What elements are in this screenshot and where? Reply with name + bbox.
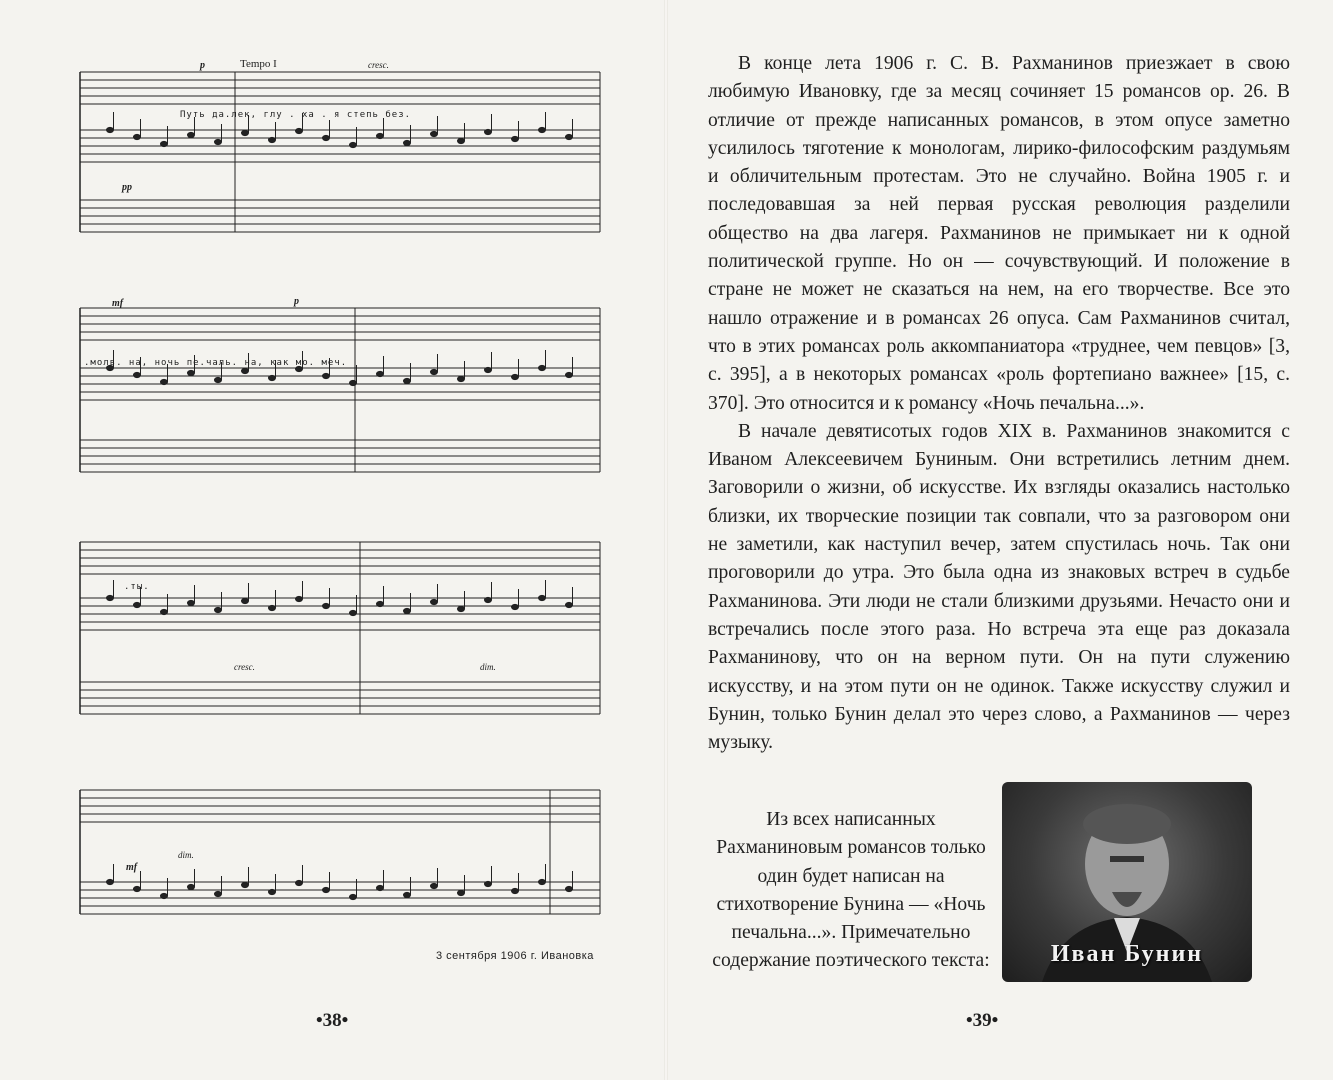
note <box>215 139 222 144</box>
note <box>296 880 303 885</box>
note <box>350 380 357 385</box>
note <box>323 603 330 608</box>
note <box>431 599 438 604</box>
note <box>539 595 546 600</box>
note <box>161 141 168 146</box>
note <box>512 136 519 141</box>
note <box>161 893 168 898</box>
note <box>431 369 438 374</box>
note <box>296 596 303 601</box>
note <box>134 134 141 139</box>
note <box>188 600 195 605</box>
note <box>512 888 519 893</box>
dim-mark: dim. <box>178 850 194 860</box>
note <box>377 371 384 376</box>
dynamic-mf: mf <box>126 862 138 873</box>
page-number: •38• <box>316 1010 349 1031</box>
dim-mark: dim. <box>480 662 496 672</box>
dynamic-p: p <box>294 296 299 307</box>
note <box>485 129 492 134</box>
note <box>107 127 114 132</box>
note <box>188 884 195 889</box>
note <box>458 376 465 381</box>
note <box>431 131 438 136</box>
note <box>566 372 573 377</box>
note <box>242 882 249 887</box>
note <box>404 608 411 613</box>
note <box>350 610 357 615</box>
lyrics-line: .ты. <box>124 582 150 592</box>
note <box>107 879 114 884</box>
note <box>539 365 546 370</box>
dynamic-p: p <box>200 60 205 71</box>
note <box>161 379 168 384</box>
note <box>323 373 330 378</box>
note <box>485 367 492 372</box>
note <box>377 885 384 890</box>
note <box>404 140 411 145</box>
note <box>350 894 357 899</box>
left-page <box>0 0 666 1080</box>
note <box>215 607 222 612</box>
note <box>215 891 222 896</box>
note <box>161 609 168 614</box>
note <box>566 886 573 891</box>
note <box>377 133 384 138</box>
note <box>188 132 195 137</box>
note <box>485 881 492 886</box>
note <box>458 890 465 895</box>
note <box>269 889 276 894</box>
note <box>377 601 384 606</box>
cresc-mark: cresc. <box>234 662 255 672</box>
note <box>512 604 519 609</box>
note <box>458 606 465 611</box>
bunin-portrait <box>1002 782 1252 982</box>
note <box>188 370 195 375</box>
note <box>404 378 411 383</box>
note <box>512 374 519 379</box>
note <box>566 134 573 139</box>
wrapped-paragraph: Из всех написанных Рахманиновым романсов только один будет написан на стихотворение Бунина — «Ночь печальна...». Примечательно содержание поэтического текста: <box>712 809 990 972</box>
lyrics-line: Путь да.лек, глу . ха . я степь без. <box>180 110 412 120</box>
portrait-caption: Иван Бунин <box>1050 941 1204 967</box>
note <box>107 595 114 600</box>
music-score <box>70 50 630 970</box>
tempo-mark: Tempo I <box>240 58 277 70</box>
body-text <box>708 50 1290 757</box>
right-page <box>666 0 1333 1080</box>
dynamic-mf: mf <box>112 298 124 309</box>
note <box>566 602 573 607</box>
note <box>404 892 411 897</box>
note <box>242 368 249 373</box>
note <box>269 375 276 380</box>
note <box>134 602 141 607</box>
note <box>431 883 438 888</box>
note <box>242 130 249 135</box>
note <box>323 135 330 140</box>
page-number: •39• <box>966 1010 999 1031</box>
note <box>296 128 303 133</box>
note <box>269 137 276 142</box>
paragraph: В конце лета 1906 г. С. В. Рахманинов приезжает в свою любимую Ивановку, где за месяц сочиняет 15 романсов ор. 26. В отличие от прежде написанных романсов, в этом опусе заметно усилилось тяготение к монологам, лирико-философским раздумьям и обличительным протестам. Это не случайно. Война 1905 г. и последовавшая за ней первая русская революция разделили общество на два лагеря. Рахманинов не примыкает ни к одной политической группе. Но он — сочувствующий. И положение в стране не может не сказаться на нем, на его творчестве. Все это нашло отражение и в романсах 26 опуса. Сам Рахманинов считал, что в этих романсах роль аккомпаниатора «труднее, чем певцов» [3, с. 395], а в некоторых романсах «роль фортепиано важнее» [15, с. 370]. Это относится и к романсу «Ночь печальна...». <box>708 53 1290 414</box>
paragraph: В начале девятисотых годов XIX в. Рахманинов знакомится с Иваном Алексеевичем Буниным. Они встретились летним днем. Заговорили о жизни, об искусстве. Их взгляды оказались настолько близки, их творческие позиции так совпали, что за разговором они не заметили, как наступил вечер, затем спустилась ночь. Так они проговорили до утра. Это была одна из знаковых встреч в судьбе Рахманинова. Эти люди не стали близкими друзьями. Нечасто они и встречались после этого раза. Но встреча эта еще раз доказала Рахманинову, что он на верном пути. Он на пути служению искусству, и на этом пути он не одинок. Также искусству служил и Бунин, только Бунин делал это через слово, а Рахманинов — через музыку. <box>708 420 1290 754</box>
note <box>539 879 546 884</box>
lyrics-line: .молв. на, ночь пе.чаль. на, как мо. меч. <box>84 358 348 368</box>
note <box>539 127 546 132</box>
note <box>350 142 357 147</box>
score-footnote: 3 сентября 1906 г. Ивановка <box>436 950 594 962</box>
note <box>134 886 141 891</box>
note <box>134 372 141 377</box>
note <box>458 138 465 143</box>
note <box>269 605 276 610</box>
note <box>485 597 492 602</box>
note <box>323 887 330 892</box>
score-staves <box>70 50 630 970</box>
note <box>242 598 249 603</box>
note <box>215 377 222 382</box>
cresc-mark: cresc. <box>368 60 389 70</box>
dynamic-pp: pp <box>122 182 132 193</box>
